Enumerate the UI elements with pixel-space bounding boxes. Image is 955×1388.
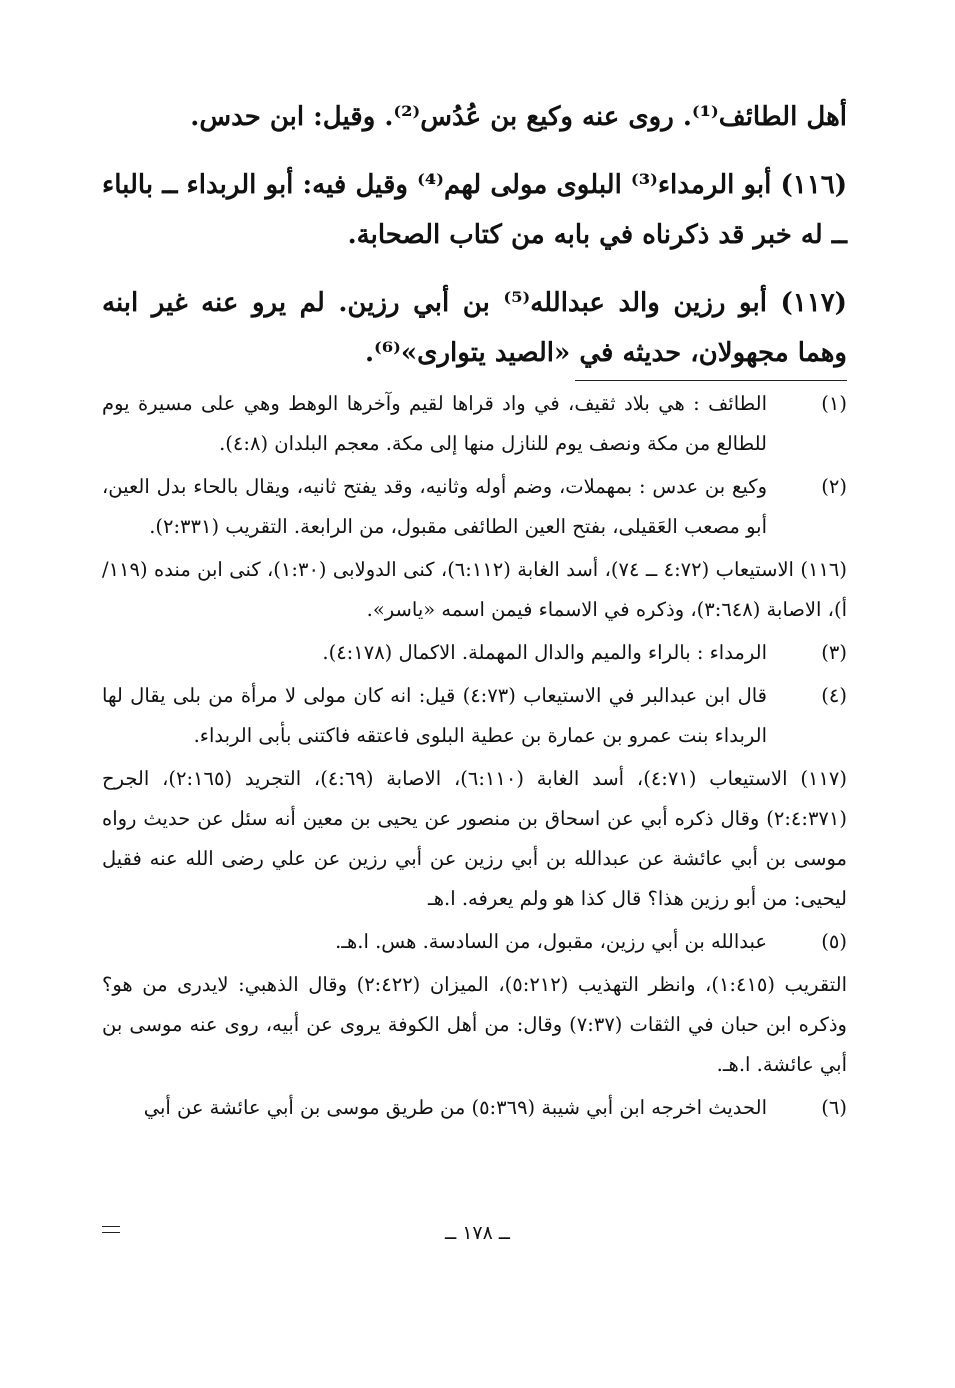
footnote-separator [575,380,847,381]
footnote-text: الطائف : هي بلاد ثقيف، في واد قراها لقيم وآخرها الوهط وهي على مسيرة يوم للطالع من مكة ونصف يوم للنازل منها إلى مكة. معجم البلدان (٤:٨). [102,392,767,455]
footnote-number: (١١٧) [800,767,848,790]
footnote-2 [102,467,847,547]
footnote-117 [102,759,847,919]
footnote-number: (٤) [821,684,847,707]
footnote-3 [102,633,847,673]
main-text [102,92,847,396]
footnote-text: التقريب (١:٤١٥)، وانظر التهذيب (٥:٢١٢)، الميزان (٢:٤٢٢) وقال الذهبي: لايدرى من هو؟ وذكره ابن حبان في الثقات (٧:٣٧) وقال: من أهل الكوفة يروى عن أبيه، روى عنه موسى بن أبي عائشة. ا.هـ. [102,973,847,1076]
footnote-text: قال ابن عبدالبر في الاستيعاب (٤:٧٣) قيل: انه كان مولى لا مرأة من بلى يقال لها الربداء بنت عمرو بن عمارة بن عطية البلوى فاعتقه فاكتنى بأبى الربداء. [102,684,768,747]
paragraph-intro: أهل الطائف⁽¹⁾. روى عنه وكيع بن عُدُس⁽²⁾. وقيل: ابن حدس. [190,102,847,132]
footnote-text: الاستيعاب (٤:٧٢ ــ ٧٤)، أسد الغابة (٦:١١٢)، كنى الدولابى (١:٣٠)، كنى ابن منده (١١٩/أ)، الاصابة (٣:٦٤٨)، وذكره في الاسماء فيمن اسمه «ياسر». [102,558,847,621]
footnote-6 [102,1088,847,1128]
footnote-4 [102,676,847,756]
footnote-number: (٢) [821,475,847,498]
paragraph-entry-116: (١١٦) أبو الرمداء⁽³⁾ البلوى مولى لهم⁽⁴⁾ وقيل فيه: أبو الربداء ــ بالباء ــ له خبر قد ذكرناه في بابه من كتاب الصحابة. [102,170,848,250]
footnote-1 [102,384,847,464]
footnote-number: (١) [821,392,847,415]
footnote-text: الاستيعاب (٤:٧١)، أسد الغابة (٦:١١٠)، الاصابة (٤:٦٩)، التجريد (٢:١٦٥)، الجرح (٢:٤:٣٧١) وقال ذكره أبي عن اسحاق بن منصور عن يحيى بن معين أنه سئل عن حديث رواه موسى بن أبي عائشة عن عبدالله بن أبي رزين عن أبي رزين عن علي رضى الله عنه فقيل ليحيى: من أبو رزين هذا؟ قال كذا هو ولم يعرفه. ا.هـ [102,767,847,910]
footnote-text: الحديث اخرجه ابن أبي شيبة (٥:٣٦٩) من طريق موسى بن أبي عائشة عن أبي [143,1096,767,1119]
footnote-text: الرمداء : بالراء والميم والدال المهملة. الاكمال (٤:١٧٨). [322,641,767,664]
footnote-text: وكيع بن عدس : بمهملات، وضم أوله وثانيه، وقد يفتح ثانيه، ويقال بالحاء بدل العين، أبو مصعب العَقيلى، بفتح العين الطائفى مقبول، من الرابعة. التقريب (٢:٣٣١). [102,475,767,538]
footnote-number: (١١٦) [800,558,848,581]
footnote-number: (٣) [821,641,847,664]
footnote-text: عبدالله بن أبي رزين، مقبول، من السادسة. هس. ا.هـ. [335,930,767,953]
footnote-5-continued [102,965,847,1085]
paragraph-entry-117: (١١٧) أبو رزين والد عبدالله⁽⁵⁾ بن أبي رزين. لم يرو عنه غير ابنه وهما مجهولان، حديثه في «الصيد يتوارى»⁽⁶⁾. [102,288,847,368]
footnote-number: (٥) [821,930,847,953]
footnote-5 [102,922,847,962]
footnotes [102,384,847,1131]
footnote-116 [102,550,847,630]
footnote-number: (٦) [821,1096,847,1119]
page-number: ــ ١٧٨ ــ [445,1222,510,1244]
